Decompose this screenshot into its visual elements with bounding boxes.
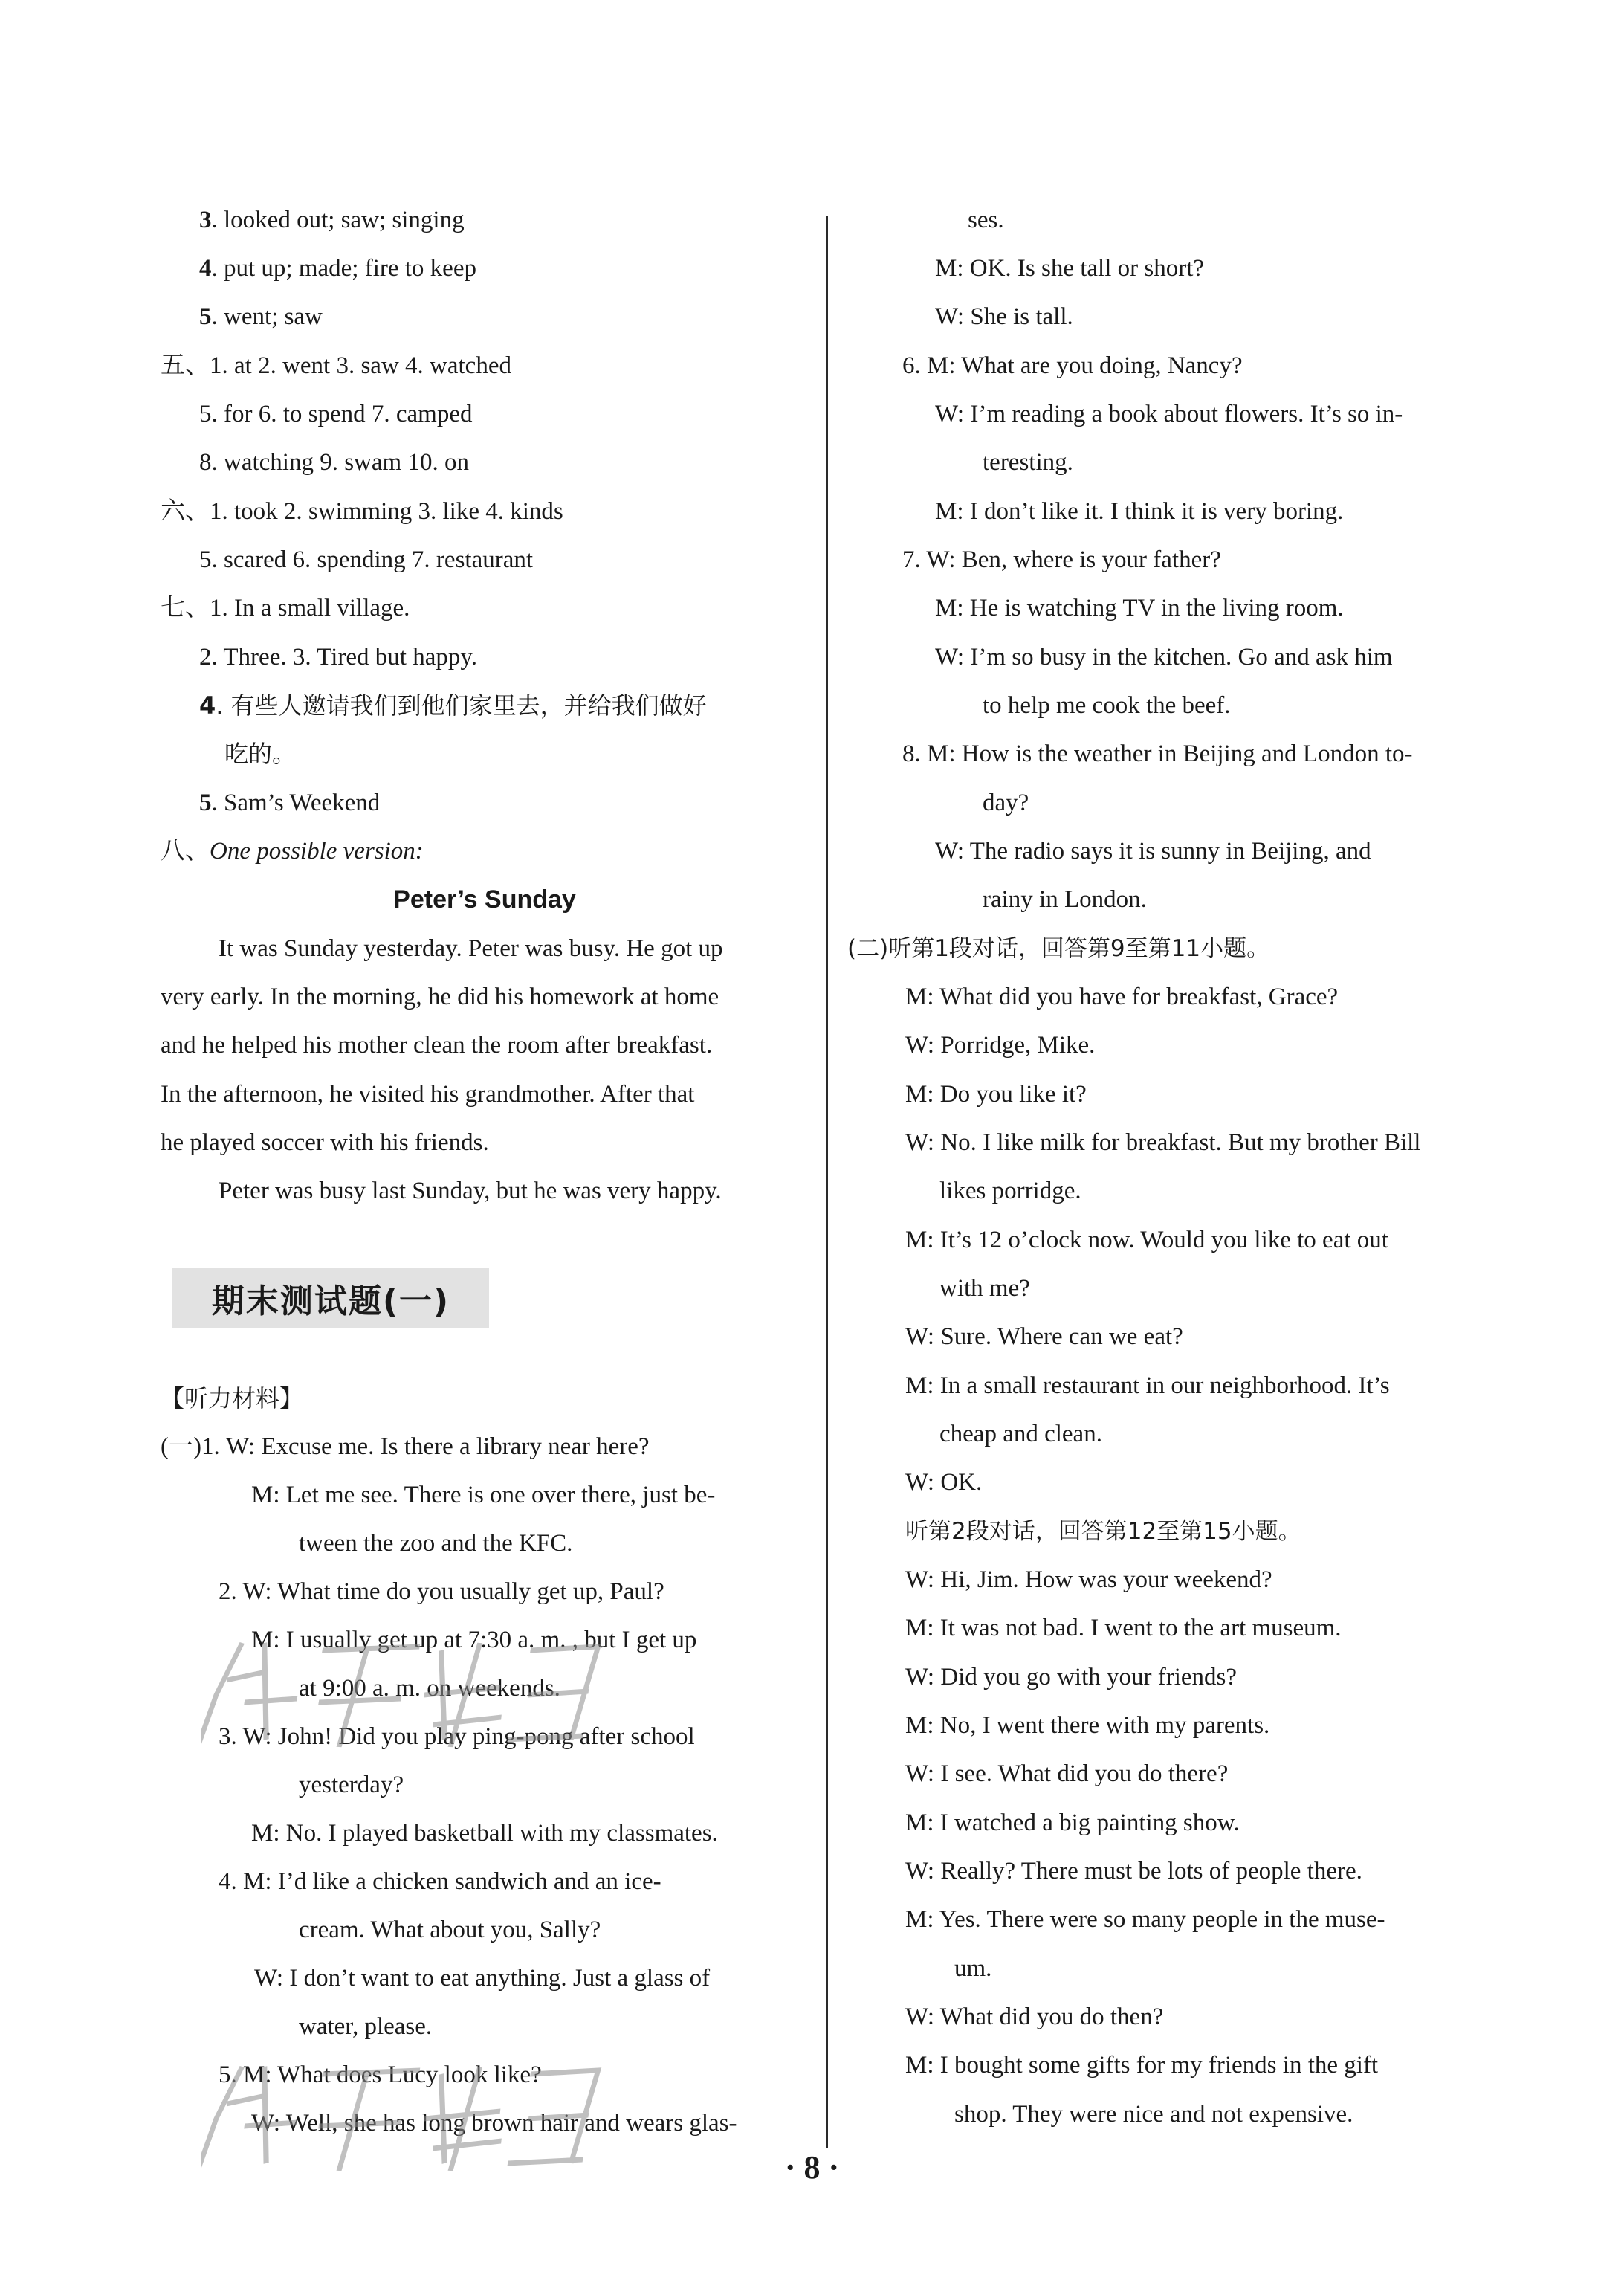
transcript-line: (一)1. W: Excuse me. Is there a library near here? (161, 1433, 650, 1460)
transcript-line: W: The radio says it is sunny in Beijing, and (935, 838, 1371, 865)
transcript-line: M: No. I played basketball with my classmates. (251, 1820, 718, 1847)
transcript-line: to help me cook the beef. (983, 692, 1231, 719)
transcript-line: rainy in London. (983, 886, 1147, 913)
transcript-line: cheap and clean. (939, 1421, 1102, 1447)
transcript-line: W: Well, she has long brown hair and wears glas- (251, 2110, 737, 2137)
transcript-line: M: It was not bad. I went to the art museum. (905, 1615, 1342, 1641)
answer-line: 5. went; saw (199, 303, 323, 330)
transcript-line: shop. They were nice and not expensive. (954, 2101, 1353, 2128)
transcript-line: W: I see. What did you do there? (905, 1760, 1229, 1787)
answer-line: 吃的。 (224, 740, 297, 768)
transcript-line: W: Really? There must be lots of people there. (905, 1858, 1362, 1885)
transcript-line: W: I’m reading a book about flowers. It’s so in- (935, 401, 1403, 427)
transcript-line: M: Yes. There were so many people in the muse- (905, 1906, 1385, 1933)
transcript-line: M: No, I went there with my parents. (905, 1712, 1270, 1739)
transcript-line: day? (983, 789, 1029, 816)
exam-title: 期末测试题(一) (172, 1268, 489, 1328)
transcript-line: W: Hi, Jim. How was your weekend? (905, 1566, 1272, 1593)
transcript-line: W: Sure. Where can we eat? (905, 1323, 1183, 1350)
answer-line: 2. Three. 3. Tired but happy. (199, 644, 477, 671)
section-heading: (二)听第1段对话，回答第9至第11小题。 (847, 935, 1270, 962)
answer-line: 5. for 6. to spend 7. camped (199, 401, 473, 427)
transcript-line: M: Let me see. There is one over there, just be- (251, 1482, 716, 1508)
answer-line: 八、One possible version: (161, 838, 424, 865)
transcript-line: M: It’s 12 o’clock now. Would you like to eat out (905, 1227, 1388, 1253)
transcript-line: M: Do you like it? (905, 1081, 1087, 1108)
transcript-line: W: Porridge, Mike. (905, 1032, 1096, 1059)
transcript-line: um. (954, 1955, 992, 1982)
transcript-line: M: I don’t like it. I think it is very boring. (935, 498, 1344, 525)
answer-line: 5. scared 6. spending 7. restaurant (199, 546, 534, 573)
transcript-line: W: She is tall. (935, 303, 1073, 330)
answer-line: 六、1. took 2. swimming 3. like 4. kinds (161, 498, 563, 525)
transcript-line: W: What did you do then? (905, 2003, 1164, 2030)
essay-line: It was Sunday yesterday. Peter was busy. He got up (219, 935, 723, 962)
essay-line: In the afternoon, he visited his grandmother. After that (161, 1081, 695, 1108)
transcript-line: W: No. I like milk for breakfast. But my brother Bill (905, 1129, 1421, 1156)
page-number: · 8 · (784, 2149, 840, 2186)
transcript-line: at 9:00 a. m. on weekends. (299, 1675, 560, 1702)
essay-line: and he helped his mother clean the room after breakfast. (161, 1032, 713, 1059)
answer-line: 8. watching 9. swam 10. on (199, 449, 469, 476)
transcript-line: 6. M: What are you doing, Nancy? (902, 352, 1243, 379)
transcript-line: 7. W: Ben, where is your father? (902, 546, 1221, 573)
essay-line: he played soccer with his friends. (161, 1129, 489, 1156)
transcript-line: M: I watched a big painting show. (905, 1809, 1240, 1836)
transcript-line: W: OK. (905, 1469, 983, 1496)
transcript-line: M: He is watching TV in the living room. (935, 595, 1344, 621)
transcript-line: likes porridge. (939, 1178, 1081, 1204)
transcript-line: water, please. (299, 2013, 433, 2040)
transcript-line: M: What did you have for breakfast, Grace? (905, 984, 1339, 1010)
transcript-line: M: In a small restaurant in our neighborhood. It’s (905, 1372, 1390, 1399)
transcript-line: tween the zoo and the KFC. (299, 1530, 573, 1557)
transcript-line: W: Did you go with your friends? (905, 1664, 1238, 1691)
answer-line: 五、1. at 2. went 3. saw 4. watched (161, 352, 511, 379)
transcript-line: yesterday? (299, 1772, 404, 1798)
transcript-line: 3. W: John! Did you play ping-pong after school (219, 1723, 695, 1750)
answer-line: 5. Sam’s Weekend (199, 789, 381, 816)
transcript-line: 2. W: What time do you usually get up, Paul? (219, 1578, 664, 1605)
answer-line: 4. put up; made; fire to keep (199, 255, 476, 282)
essay-title: Peter’s Sunday (393, 885, 576, 914)
transcript-line: 5. M: What does Lucy look like? (219, 2061, 542, 2088)
transcript-line: W: I’m so busy in the kitchen. Go and ask him (935, 644, 1393, 671)
transcript-line: cream. What about you, Sally? (299, 1917, 601, 1943)
transcript-line: 4. M: I’d like a chicken sandwich and an ice- (219, 1868, 661, 1895)
transcript-line: M: I bought some gifts for my friends in the gift (905, 2052, 1379, 2079)
transcript-line: ses. (968, 207, 1004, 233)
answer-line: 4. 有些人邀请我们到他们家里去，并给我们做好 (199, 691, 707, 720)
transcript-line: with me? (939, 1275, 1030, 1302)
answer-line: 七、1. In a small village. (161, 595, 410, 621)
transcript-line: teresting. (983, 449, 1073, 476)
section-heading: 听第2段对话，回答第12至第15小题。 (905, 1518, 1301, 1545)
essay-line: Peter was busy last Sunday, but he was very happy. (219, 1178, 722, 1204)
transcript-line: 8. M: How is the weather in Beijing and London to- (902, 740, 1413, 767)
essay-line: very early. In the morning, he did his homework at home (161, 984, 719, 1010)
transcript-line: M: I usually get up at 7:30 a. m. , but I get up (251, 1627, 697, 1653)
transcript-line: M: OK. Is she tall or short? (935, 255, 1205, 282)
section-heading: 【听力材料】 (161, 1384, 304, 1412)
column-divider (826, 216, 828, 2148)
answer-line: 3. looked out; saw; singing (199, 207, 465, 233)
transcript-line: W: I don’t want to eat anything. Just a glass of (254, 1965, 711, 1992)
